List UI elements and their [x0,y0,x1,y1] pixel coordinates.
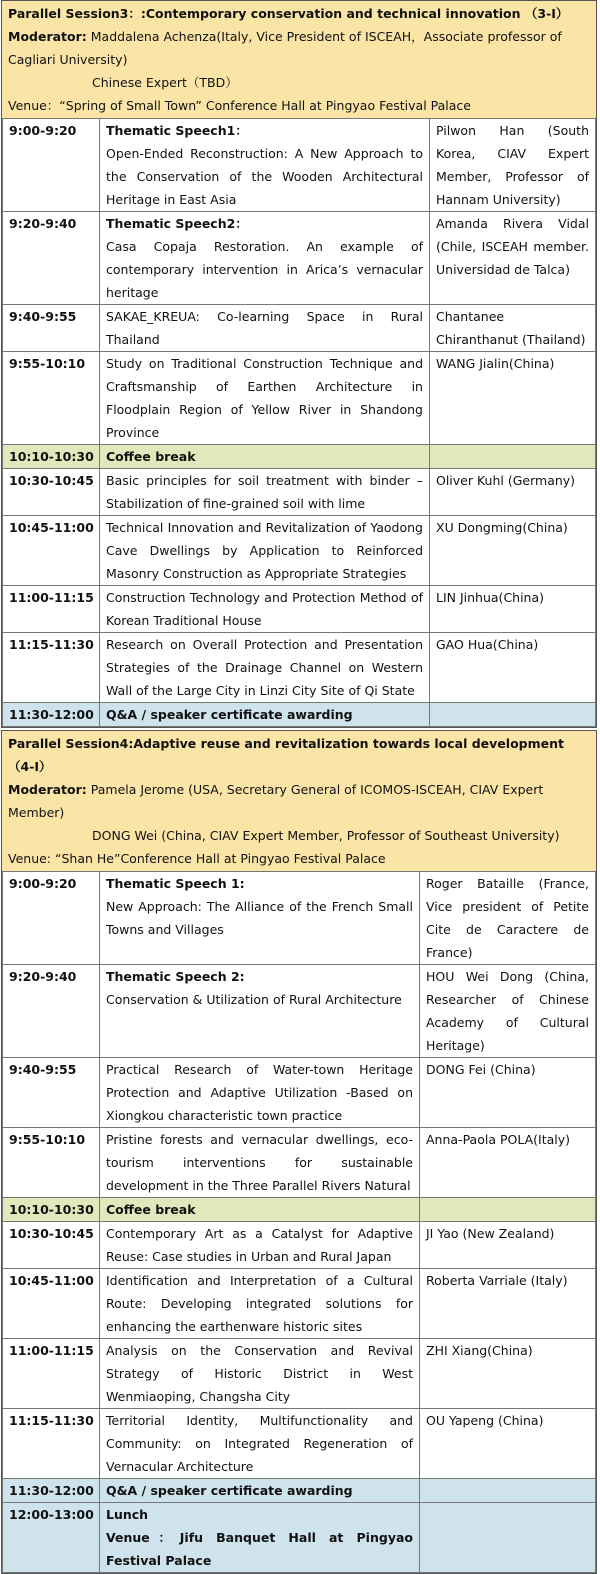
topic-text: Coffee break [106,1202,196,1217]
speaker-cell: HOU Wei Dong (China, Researcher of Chinese Academy of Cultural Heritage) [420,965,596,1058]
schedule-row [3,1269,596,1339]
time-slot: 11:15-11:30 [3,1409,100,1479]
topic-text: Contemporary Art as a Catalyst for Adaptive Reuse: Case studies in Urban and Rural Japan [106,1226,413,1264]
speaker-cell: ZHI Xiang(China) [420,1339,596,1409]
topic-cell [100,703,430,727]
topic-text: Technical Innovation and Revitalization of Yaodong Cave Dwellings by Application to Reinforced Masonry Construction as Appropriate Strategies [106,520,423,581]
topic-text: Conservation & Utilization of Rural Architecture [106,992,402,1007]
speaker-cell: LIN Jinhua(China) [430,586,596,633]
time-slot: 10:45-11:00 [3,1269,100,1339]
time-slot: 9:20-9:40 [3,212,100,305]
topic-cell [100,119,430,212]
topic-text: Identification and Interpretation of a Cultural Route: Developing integrated solutions for enhancing the earthenware historic sites [106,1273,413,1334]
time-slot: 9:40-9:55 [3,1058,100,1128]
topic-text: Coffee break [106,449,196,464]
schedule-row [3,1198,596,1222]
topic-text: Basic principles for soil treatment with binder – Stabilization of fine-grained soil with lime [106,473,423,511]
schedule-row [3,965,596,1058]
time-slot: 10:30-10:45 [3,469,100,516]
schedule-row [3,1128,596,1198]
topic-cell [100,1503,420,1573]
topic-text: Analysis on the Conservation and Revival Strategy of Historic District in West Wenmiaoping, Changsha City [106,1343,413,1404]
moderator-label: Moderator: [8,782,87,797]
session-4-block [1,730,597,1574]
speaker-cell: Anna-Paola POLA(Italy) [420,1128,596,1198]
time-slot: 10:10-10:30 [3,445,100,469]
session-3-title: Parallel Session3：:Contemporary conservation and technical innovation （3-I） [8,6,569,21]
schedule-row [3,1222,596,1269]
time-slot: 9:00-9:20 [3,119,100,212]
time-slot: 12:00-13:00 [3,1503,100,1573]
time-slot: 11:30-12:00 [3,1479,100,1503]
topic-cell [100,1269,420,1339]
speaker-cell: Oliver Kuhl (Germany) [430,469,596,516]
speaker-cell [430,445,596,469]
topic-text: Open-Ended Reconstruction: A New Approach to the Conservation of the Wooden Architectural Heritage in East Asia [106,146,423,207]
time-slot: 11:00-11:15 [3,586,100,633]
session-4-moderator-1: Pamela Jerome (USA, Secretary General of ICOMOS-ISCEAH, CIAV Expert Member) [8,782,544,820]
time-slot: 11:15-11:30 [3,633,100,703]
session-3-moderator-2: Chinese Expert（TBD） [92,75,238,90]
session-4-table [2,871,596,1573]
schedule-row [3,1339,596,1409]
topic-text: Construction Technology and Protection Method of Korean Traditional House [106,590,423,628]
topic-cell [100,1198,420,1222]
schedule-row [3,469,596,516]
schedule-row [3,1409,596,1479]
speaker-cell: XU Dongming(China) [430,516,596,586]
topic-cell [100,633,430,703]
schedule-row [3,352,596,445]
session-4-title: Parallel Session4:Adaptive reuse and revitalization towards local development（4-I） [8,736,564,774]
speaker-cell [420,1198,596,1222]
time-slot: 9:20-9:40 [3,965,100,1058]
time-slot: 10:45-11:00 [3,516,100,586]
schedule-row [3,119,596,212]
topic-text: SAKAE_KREUA: Co-learning Space in Rural Thailand [106,309,423,347]
session-4-header [2,731,596,871]
speech-label: Thematic Speech 2: [106,969,245,984]
session-3-venue: Venue：“Spring of Small Town” Conference Hall at Pingyao Festival Palace [8,98,471,113]
topic-text: Venue：Jifu Banquet Hall at Pingyao Festival Palace [106,1530,413,1568]
topic-cell [100,1058,420,1128]
schedule-row [3,445,596,469]
topic-text: Q&A / speaker certificate awarding [106,707,353,722]
topic-cell [100,1339,420,1409]
time-slot: 9:00-9:20 [3,872,100,965]
speaker-cell: Amanda Rivera Vidal (Chile, ISCEAH member. Universidad de Talca) [430,212,596,305]
speaker-cell [430,703,596,727]
topic-cell [100,1128,420,1198]
session-3-table [2,118,596,727]
speaker-cell: OU Yapeng (China) [420,1409,596,1479]
topic-cell [100,1222,420,1269]
topic-cell [100,352,430,445]
session-4-moderator-2: DONG Wei (China, CIAV Expert Member, Professor of Southeast University) [92,828,560,843]
speaker-cell [420,1503,596,1573]
schedule-row [3,1058,596,1128]
speaker-cell: DONG Fei (China) [420,1058,596,1128]
speaker-cell [420,1479,596,1503]
speaker-cell: GAO Hua(China) [430,633,596,703]
time-slot: 11:30-12:00 [3,703,100,727]
topic-text: Study on Traditional Construction Technique and Craftsmanship of Earthen Architecture in Floodplain Region of Yellow River in Shandong Province [106,356,423,440]
speaker-cell: Chantanee Chiranthanut (Thailand) [430,305,596,352]
topic-cell [100,305,430,352]
speaker-cell: Roger Bataille (France, Vice president of Petite Cite de Caractere de France) [420,872,596,965]
topic-cell [100,586,430,633]
topic-text: Pristine forests and vernacular dwellings, eco-tourism interventions for sustainable development in the Three Parallel Rivers Natural [106,1132,413,1193]
time-slot: 10:30-10:45 [3,1222,100,1269]
speech-label: Thematic Speech1： [106,123,248,138]
session-3-block [1,0,597,728]
topic-cell [100,1409,420,1479]
topic-cell [100,469,430,516]
speaker-cell: WANG Jialin(China) [430,352,596,445]
speaker-cell: JI Yao (New Zealand) [420,1222,596,1269]
topic-text: Casa Copaja Restoration. An example of contemporary intervention in Arica’s vernacular heritage [106,239,423,300]
schedule-row [3,703,596,727]
schedule-row [3,586,596,633]
speaker-cell: Pilwon Han (South Korea, CIAV Expert Member, Professor of Hannam University) [430,119,596,212]
speaker-cell: Roberta Varriale (Italy) [420,1269,596,1339]
schedule-row [3,212,596,305]
topic-cell [100,1479,420,1503]
time-slot: 9:55-10:10 [3,352,100,445]
topic-text: New Approach: The Alliance of the French Small Towns and Villages [106,899,413,937]
topic-cell [100,212,430,305]
topic-text: Q&A / speaker certificate awarding [106,1483,353,1498]
speech-label: Thematic Speech 1: [106,876,245,891]
schedule-row [3,305,596,352]
session-4-venue: Venue: “Shan He”Conference Hall at Pingyao Festival Palace [8,851,386,866]
time-slot: 9:40-9:55 [3,305,100,352]
speech-label: Lunch [106,1507,149,1522]
time-slot: 9:55-10:10 [3,1128,100,1198]
topic-text: Territorial Identity, Multifunctionality and Community: on Integrated Regeneration of Vernacular Architecture [106,1413,413,1474]
schedule-row [3,633,596,703]
time-slot: 10:10-10:30 [3,1198,100,1222]
schedule-row [3,1503,596,1573]
schedule-row [3,872,596,965]
speech-label: Thematic Speech2： [106,216,248,231]
topic-cell [100,445,430,469]
schedule-row [3,516,596,586]
topic-cell [100,965,420,1058]
schedule-row [3,1479,596,1503]
moderator-label: Moderator: [8,29,87,44]
topic-text: Practical Research of Water-town Heritage Protection and Adaptive Utilization -Based on Xiongkou characteristic town practice [106,1062,413,1123]
session-3-header [2,1,596,118]
topic-cell [100,516,430,586]
time-slot: 11:00-11:15 [3,1339,100,1409]
session-3-moderator-1: Maddalena Achenza(Italy, Vice President of ISCEAH，Associate professor of Cagliari University) [8,29,562,67]
topic-cell [100,872,420,965]
topic-text: Research on Overall Protection and Presentation Strategies of the Drainage Channel on Western Wall of the Large City in Linzi City Site of Qi State [106,637,423,698]
